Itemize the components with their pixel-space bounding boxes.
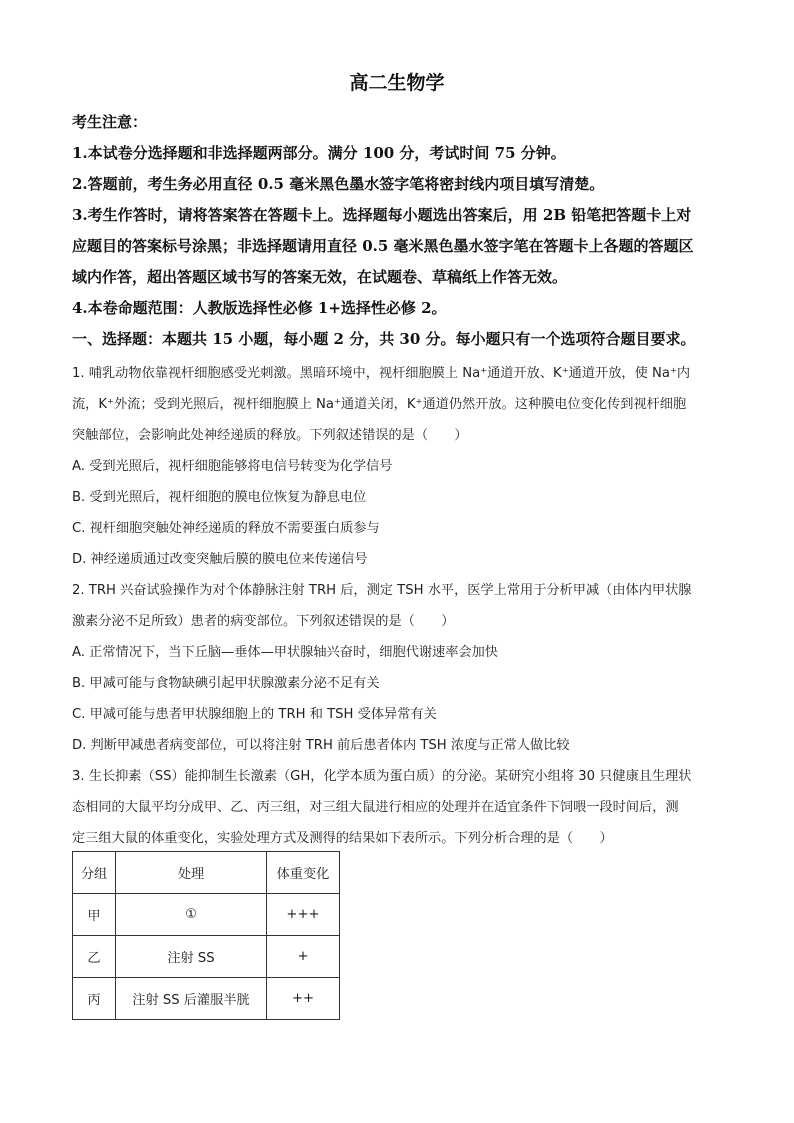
question-2-option-b: B. 甲减可能与食物缺碘引起甲状腺激素分泌不足有关 bbox=[72, 676, 380, 691]
table-row bbox=[73, 894, 340, 936]
table-cell: ① bbox=[116, 894, 267, 936]
notice-item-3-line-3: 域内作答，超出答题区域书写的答案无效，在试题卷、草稿纸上作答无效。 bbox=[72, 268, 568, 286]
question-1-option-a: A. 受到光照后，视杆细胞能够将电信号转变为化学信号 bbox=[72, 459, 393, 474]
table-cell: + bbox=[267, 936, 340, 978]
table-cell: 注射 SS bbox=[116, 936, 267, 978]
table-cell: 丙 bbox=[73, 978, 116, 1020]
notice-item-2: 2.答题前，考生务必用直径 0.5 毫米黑色墨水签字笔将密封线内项目填写清楚。 bbox=[72, 175, 605, 193]
table-header-cell: 分组 bbox=[73, 852, 116, 894]
table-cell: ++ bbox=[267, 978, 340, 1020]
table-header-cell: 处理 bbox=[116, 852, 267, 894]
question-1-option-d: D. 神经递质通过改变突触后膜的膜电位来传递信号 bbox=[72, 552, 368, 567]
notice-item-1: 1.本试卷分选择题和非选择题两部分。满分 100 分，考试时间 75 分钟。 bbox=[72, 144, 566, 162]
question-2-option-c: C. 甲减可能与患者甲状腺细胞上的 TRH 和 TSH 受体异常有关 bbox=[72, 707, 437, 722]
table-header-row bbox=[73, 852, 340, 894]
table-row bbox=[73, 936, 340, 978]
question-2-stem-line-2: 激素分泌不足所致）患者的病变部位。下列叙述错误的是（ ） bbox=[72, 614, 455, 629]
question-2-stem-line-1: 2. TRH 兴奋试验操作为对个体静脉注射 TRH 后，测定 TSH 水平，医学上常用于分析甲减（由体内甲状腺 bbox=[72, 583, 692, 598]
question-1-stem-line-2: 流，K⁺外流；受到光照后，视杆细胞膜上 Na⁺通道关闭，K⁺通道仍然开放。这种膜电位变化传到视杆细胞 bbox=[72, 397, 687, 412]
question-2-option-d: D. 判断甲减患者病变部位，可以将注射 TRH 前后患者体内 TSH 浓度与正常人做比较 bbox=[72, 738, 570, 753]
table-cell: 乙 bbox=[73, 936, 116, 978]
question-3-stem-line-3: 定三组大鼠的体重变化，实验处理方式及测得的结果如下表所示。下列分析合理的是（ ） bbox=[72, 831, 613, 846]
question-1-option-b: B. 受到光照后，视杆细胞的膜电位恢复为静息电位 bbox=[72, 490, 367, 505]
question-3-stem-line-1: 3. 生长抑素（SS）能抑制生长激素（GH，化学本质为蛋白质）的分泌。某研究小组将 30 只健康且生理状 bbox=[72, 769, 692, 784]
question-3-stem-line-2: 态相同的大鼠平均分成甲、乙、丙三组，对三组大鼠进行相应的处理并在适宜条件下饲喂一段时间后，测 bbox=[72, 800, 679, 815]
notice-item-3-line-2: 应题目的答案标号涂黑；非选择题请用直径 0.5 毫米黑色墨水签字笔在答题卡上各题的答题区 bbox=[72, 237, 694, 255]
table-cell: +++ bbox=[267, 894, 340, 936]
table-row bbox=[73, 978, 340, 1020]
notice-item-3-line-1: 3.考生作答时，请将答案答在答题卡上。选择题每小题选出答案后，用 2B 铅笔把答题卡上对 bbox=[72, 206, 692, 224]
question-1-stem-line-1: 1. 哺乳动物依靠视杆细胞感受光刺激。黑暗环境中，视杆细胞膜上 Na⁺通道开放、K⁺通道开放，使 Na⁺内 bbox=[72, 366, 691, 381]
question-1-stem-line-3: 突触部位，会影响此处神经递质的释放。下列叙述错误的是（ ） bbox=[72, 428, 468, 443]
question-2-option-a: A. 正常情况下，当下丘脑—垂体—甲状腺轴兴奋时，细胞代谢速率会加快 bbox=[72, 645, 498, 660]
question-1-option-c: C. 视杆细胞突触处神经递质的释放不需要蛋白质参与 bbox=[72, 521, 380, 536]
page-title: 高二生物学 bbox=[349, 72, 445, 94]
table-header-cell: 体重变化 bbox=[267, 852, 340, 894]
table-cell: 注射 SS 后灌服半胱 bbox=[116, 978, 267, 1020]
section-heading: 一、选择题：本题共 15 小题，每小题 2 分，共 30 分。每小题只有一个选项符合题目要求。 bbox=[72, 330, 696, 348]
notice-item-4: 4.本卷命题范围：人教版选择性必修 1+选择性必修 2。 bbox=[72, 299, 447, 317]
notice-heading: 考生注意： bbox=[72, 113, 148, 131]
table-cell: 甲 bbox=[73, 894, 116, 936]
experiment-table bbox=[72, 851, 340, 1020]
